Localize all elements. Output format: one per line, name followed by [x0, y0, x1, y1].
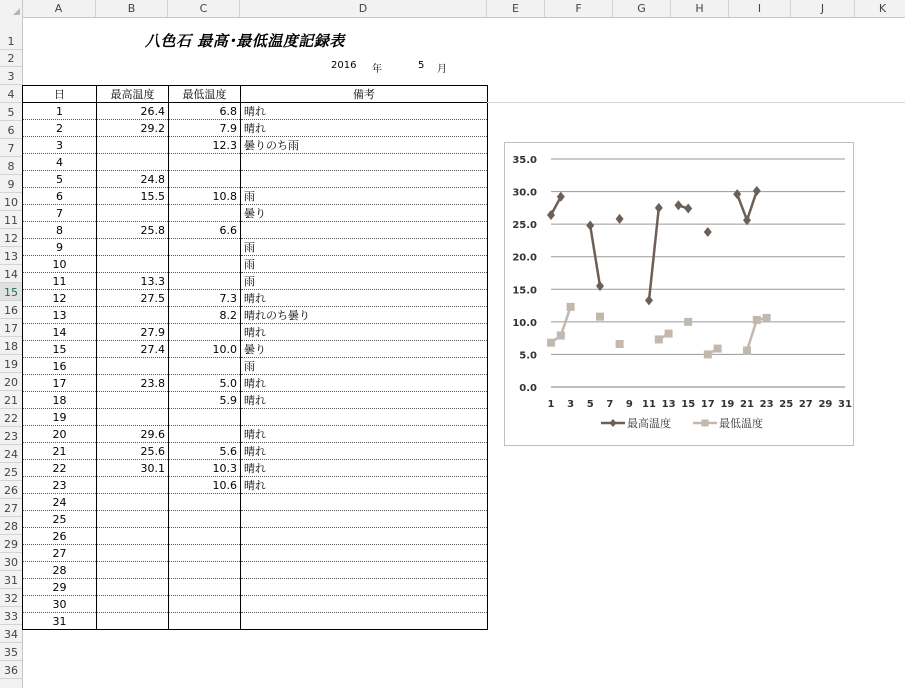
table-row [23, 477, 488, 494]
cell-max-temp[interactable]: 30.1 [97, 460, 169, 477]
cell-min-temp[interactable] [169, 273, 241, 290]
row-header-35[interactable]: 35 [0, 643, 22, 661]
row-header-13[interactable]: 13 [0, 247, 22, 265]
cell-max-temp[interactable] [97, 579, 169, 596]
row-header-22[interactable]: 22 [0, 409, 22, 427]
table-row [23, 103, 488, 120]
row-header-32[interactable]: 32 [0, 589, 22, 607]
cell-max-temp[interactable]: 27.9 [97, 324, 169, 341]
table-row [23, 511, 488, 528]
max-temp-point [645, 295, 653, 305]
cell-max-temp[interactable] [97, 494, 169, 511]
cell-max-temp[interactable] [97, 596, 169, 613]
row-header-30[interactable]: 30 [0, 553, 22, 571]
series-line-segment [590, 225, 600, 286]
table-row [23, 596, 488, 613]
select-all-corner[interactable] [0, 0, 23, 17]
table-row [23, 426, 488, 443]
cell-min-temp[interactable]: 7.9 [169, 120, 241, 137]
series-line-segment [747, 320, 757, 351]
cell-day[interactable]: 23 [23, 477, 97, 494]
x-tick-label: 11 [642, 399, 656, 410]
y-tick-label: 0.0 [519, 383, 537, 394]
x-tick-label: 7 [606, 399, 614, 410]
cell-note[interactable]: 晴れ [241, 477, 488, 494]
cell-day[interactable]: 7 [23, 205, 97, 222]
row-header-2[interactable]: 2 [0, 50, 22, 67]
row-header-11[interactable]: 11 [0, 211, 22, 229]
cell-min-temp[interactable] [169, 154, 241, 171]
table-row [23, 324, 488, 341]
cell-note[interactable] [241, 171, 488, 188]
cell-min-temp[interactable]: 12.3 [169, 137, 241, 154]
cell-min-temp[interactable] [169, 494, 241, 511]
row-header-19[interactable]: 19 [0, 355, 22, 373]
x-tick-label: 13 [661, 399, 676, 410]
cell-day[interactable]: 15 [23, 341, 97, 358]
y-tick-label: 20.0 [512, 252, 537, 264]
legend-marker-diamond [610, 419, 617, 427]
cell-min-temp[interactable] [169, 528, 241, 545]
table-row [23, 562, 488, 579]
cell-min-temp[interactable]: 5.9 [169, 392, 241, 409]
table-row [23, 137, 488, 154]
cell-note[interactable] [241, 613, 488, 630]
table-row [23, 460, 488, 477]
row-header-14[interactable]: 14 [0, 265, 22, 283]
cell-max-temp[interactable]: 15.5 [97, 188, 169, 205]
cell-day[interactable]: 25 [23, 511, 97, 528]
cell-day[interactable]: 19 [23, 409, 97, 426]
max-temp-point [753, 186, 761, 196]
cell-note[interactable] [241, 409, 488, 426]
cell-max-temp[interactable]: 25.6 [97, 443, 169, 460]
min-temp-point [596, 313, 604, 321]
cell-note[interactable]: 晴れ [241, 426, 488, 443]
series-line-segment [649, 208, 659, 301]
x-tick-label: 1 [547, 399, 555, 410]
cell-min-temp[interactable]: 5.0 [169, 375, 241, 392]
cell-note[interactable]: 曇り [241, 205, 488, 222]
table-row [23, 392, 488, 409]
cell-day[interactable]: 29 [23, 579, 97, 596]
column-header-j[interactable]: J [791, 0, 855, 17]
row-header-16[interactable]: 16 [0, 301, 22, 319]
min-temp-point [743, 347, 751, 355]
cell-note[interactable] [241, 579, 488, 596]
column-header-d[interactable]: D [240, 0, 487, 17]
cell-note[interactable]: 晴れのち曇り [241, 307, 488, 324]
table-row [23, 273, 488, 290]
cell-min-temp[interactable]: 5.6 [169, 443, 241, 460]
cell-day[interactable]: 31 [23, 613, 97, 630]
max-temp-point [684, 204, 692, 214]
row-header-15[interactable]: 15 [0, 283, 22, 301]
cell-note[interactable] [241, 528, 488, 545]
cell-min-temp[interactable]: 10.0 [169, 341, 241, 358]
cell-max-temp[interactable] [97, 392, 169, 409]
min-temp-point [665, 330, 673, 338]
header-max-temp[interactable]: 最高温度 [97, 86, 169, 103]
cell-max-temp[interactable] [97, 477, 169, 494]
cell-min-temp[interactable] [169, 596, 241, 613]
table-row [23, 188, 488, 205]
max-temp-point [733, 189, 741, 199]
cell-note[interactable]: 晴れ [241, 290, 488, 307]
table-row [23, 494, 488, 511]
max-temp-point [674, 200, 682, 210]
cell-max-temp[interactable] [97, 545, 169, 562]
max-temp-point [655, 203, 663, 213]
table-row [23, 443, 488, 460]
cell-note[interactable] [241, 562, 488, 579]
cell-max-temp[interactable] [97, 528, 169, 545]
table-row [23, 239, 488, 256]
cell-max-temp[interactable] [97, 409, 169, 426]
column-header-a[interactable]: A [22, 0, 96, 17]
x-tick-label: 25 [779, 399, 794, 410]
cell-day[interactable]: 11 [23, 273, 97, 290]
header-day[interactable]: 日 [23, 86, 97, 103]
row-divider [487, 102, 905, 103]
row-header-6[interactable]: 6 [0, 121, 22, 139]
min-temp-point [753, 316, 761, 324]
cell-min-temp[interactable] [169, 426, 241, 443]
series-line-segment [747, 191, 757, 220]
column-header-e[interactable]: E [487, 0, 545, 17]
x-tick-label: 27 [798, 399, 813, 410]
legend-label: 最高温度 [627, 417, 671, 430]
cell-min-temp[interactable]: 7.3 [169, 290, 241, 307]
cell-note[interactable]: 雨 [241, 358, 488, 375]
legend-marker-square [702, 420, 709, 427]
table-row [23, 528, 488, 545]
x-tick-label: 23 [759, 399, 774, 410]
cell-day[interactable]: 26 [23, 528, 97, 545]
cell-max-temp[interactable] [97, 562, 169, 579]
cell-max-temp[interactable]: 26.4 [97, 103, 169, 120]
cell-note[interactable]: 雨 [241, 256, 488, 273]
cell-day[interactable]: 14 [23, 324, 97, 341]
row-header-21[interactable]: 21 [0, 391, 22, 409]
cell-note[interactable]: 晴れ [241, 324, 488, 341]
column-header-bar [0, 0, 905, 18]
max-temp-point [704, 227, 712, 237]
cell-day[interactable]: 13 [23, 307, 97, 324]
cell-day[interactable]: 17 [23, 375, 97, 392]
cell-note[interactable] [241, 154, 488, 171]
series-line-segment [737, 194, 747, 220]
table-row [23, 579, 488, 596]
cell-min-temp[interactable]: 10.6 [169, 477, 241, 494]
month-label: 月 [437, 64, 447, 75]
row-header-5[interactable]: 5 [0, 103, 22, 121]
column-header-g[interactable]: G [613, 0, 671, 17]
cell-min-temp[interactable] [169, 358, 241, 375]
min-temp-point [704, 350, 712, 358]
min-temp-point [547, 339, 555, 347]
row-header-24[interactable]: 24 [0, 445, 22, 463]
row-header-17[interactable]: 17 [0, 319, 22, 337]
row-header-36[interactable]: 36 [0, 661, 22, 679]
row-header-7[interactable]: 7 [0, 139, 22, 157]
cell-day[interactable]: 3 [23, 137, 97, 154]
x-tick-label: 21 [740, 399, 754, 410]
row-header-1[interactable]: 1 [0, 17, 22, 50]
column-header-i[interactable]: I [729, 0, 791, 17]
table-row [23, 222, 488, 239]
cell-min-temp[interactable]: 10.3 [169, 460, 241, 477]
row-header-10[interactable]: 10 [0, 193, 22, 211]
cell-min-temp[interactable] [169, 205, 241, 222]
y-tick-label: 35.0 [512, 155, 537, 166]
cell-max-temp[interactable] [97, 307, 169, 324]
table-row [23, 205, 488, 222]
table-row [23, 545, 488, 562]
min-temp-point [567, 303, 575, 311]
cell-day[interactable]: 28 [23, 562, 97, 579]
cell-max-temp[interactable] [97, 511, 169, 528]
cell-day[interactable]: 9 [23, 239, 97, 256]
cell-day[interactable]: 1 [23, 103, 97, 120]
min-temp-point [763, 314, 771, 322]
table-row [23, 409, 488, 426]
cell-note[interactable] [241, 596, 488, 613]
row-header-4[interactable]: 4 [0, 85, 22, 103]
cell-note[interactable] [241, 494, 488, 511]
cell-note[interactable]: 晴れ [241, 460, 488, 477]
cell-note[interactable]: 晴れ [241, 103, 488, 120]
cell-min-temp[interactable]: 10.8 [169, 188, 241, 205]
cell-min-temp[interactable]: 6.8 [169, 103, 241, 120]
row-header-34[interactable]: 34 [0, 625, 22, 643]
cell-note[interactable] [241, 511, 488, 528]
row-header-3[interactable]: 3 [0, 67, 22, 85]
row-header-bar [0, 17, 23, 688]
table-row [23, 613, 488, 630]
cell-note[interactable] [241, 545, 488, 562]
x-tick-label: 31 [838, 399, 852, 410]
table-row [23, 256, 488, 273]
table-row [23, 358, 488, 375]
min-temp-point [655, 335, 663, 343]
temperature-log-table [22, 85, 488, 630]
cell-max-temp[interactable] [97, 256, 169, 273]
cell-note[interactable]: 雨 [241, 239, 488, 256]
cell-note[interactable]: 晴れ [241, 392, 488, 409]
cell-min-temp[interactable] [169, 324, 241, 341]
cell-note[interactable]: 晴れ [241, 443, 488, 460]
row-header-25[interactable]: 25 [0, 463, 22, 481]
cell-min-temp[interactable] [169, 409, 241, 426]
cell-day[interactable]: 21 [23, 443, 97, 460]
cell-max-temp[interactable] [97, 205, 169, 222]
year-label: 年 [372, 64, 382, 75]
min-temp-point [714, 345, 722, 353]
cell-note[interactable]: 晴れ [241, 120, 488, 137]
cell-note[interactable]: 雨 [241, 188, 488, 205]
cell-max-temp[interactable]: 27.4 [97, 341, 169, 358]
min-temp-point [557, 332, 565, 340]
cell-max-temp[interactable] [97, 239, 169, 256]
y-tick-label: 5.0 [519, 350, 537, 362]
row-header-28[interactable]: 28 [0, 517, 22, 535]
column-header-k[interactable]: K [855, 0, 905, 17]
cell-min-temp[interactable] [169, 562, 241, 579]
cell-max-temp[interactable]: 13.3 [97, 273, 169, 290]
cell-min-temp[interactable] [169, 613, 241, 630]
cell-day[interactable]: 10 [23, 256, 97, 273]
max-temp-point [616, 214, 624, 224]
chart-canvas [505, 143, 853, 445]
row-header-20[interactable]: 20 [0, 373, 22, 391]
cell-note[interactable]: 曇り [241, 341, 488, 358]
x-tick-label: 9 [625, 399, 633, 410]
cell-day[interactable]: 8 [23, 222, 97, 239]
cell-day[interactable]: 6 [23, 188, 97, 205]
column-header-h[interactable]: H [671, 0, 729, 17]
y-tick-label: 25.0 [512, 220, 537, 232]
cell-min-temp[interactable] [169, 579, 241, 596]
cell-day[interactable]: 5 [23, 171, 97, 188]
max-temp-point [586, 220, 594, 230]
x-tick-label: 3 [567, 399, 575, 410]
y-tick-label: 30.0 [512, 187, 537, 199]
year-value: 2016 [331, 60, 357, 71]
column-header-c[interactable]: C [168, 0, 240, 17]
table-row [23, 375, 488, 392]
row-header-18[interactable]: 18 [0, 337, 22, 355]
row-header-33[interactable]: 33 [0, 607, 22, 625]
temperature-chart[interactable] [504, 142, 854, 446]
table-row [23, 120, 488, 137]
cell-min-temp[interactable]: 8.2 [169, 307, 241, 324]
cell-day[interactable]: 12 [23, 290, 97, 307]
cell-day[interactable]: 30 [23, 596, 97, 613]
cell-max-temp[interactable] [97, 137, 169, 154]
row-header-26[interactable]: 26 [0, 481, 22, 499]
cell-day[interactable]: 27 [23, 545, 97, 562]
cell-max-temp[interactable]: 27.5 [97, 290, 169, 307]
sheet-title: 八色石 最高･最低温度記録表 [145, 32, 345, 50]
cell-note[interactable]: 雨 [241, 273, 488, 290]
x-tick-label: 29 [818, 399, 833, 410]
column-header-b[interactable]: B [96, 0, 168, 17]
row-header-8[interactable]: 8 [0, 157, 22, 175]
header-min-temp[interactable]: 最低温度 [169, 86, 241, 103]
cell-max-temp[interactable]: 29.6 [97, 426, 169, 443]
row-header-23[interactable]: 23 [0, 427, 22, 445]
table-row [23, 290, 488, 307]
y-tick-label: 10.0 [512, 317, 537, 329]
x-tick-label: 15 [681, 399, 696, 410]
min-temp-point [616, 340, 624, 348]
cell-day[interactable]: 18 [23, 392, 97, 409]
table-row [23, 307, 488, 324]
cell-day[interactable]: 24 [23, 494, 97, 511]
cell-min-temp[interactable] [169, 239, 241, 256]
header-notes[interactable]: 備考 [241, 86, 488, 103]
x-tick-label: 5 [586, 399, 594, 410]
cell-max-temp[interactable] [97, 358, 169, 375]
cell-min-temp[interactable] [169, 171, 241, 188]
series-line-segment [561, 307, 571, 336]
cell-min-temp[interactable] [169, 256, 241, 273]
row-header-29[interactable]: 29 [0, 535, 22, 553]
cell-max-temp[interactable]: 29.2 [97, 120, 169, 137]
cell-min-temp[interactable]: 6.6 [169, 222, 241, 239]
row-header-27[interactable]: 27 [0, 499, 22, 517]
column-header-f[interactable]: F [545, 0, 613, 17]
x-tick-label: 19 [720, 399, 735, 410]
cell-max-temp[interactable]: 24.8 [97, 171, 169, 188]
table-row [23, 341, 488, 358]
table-row [23, 171, 488, 188]
legend-label: 最低温度 [719, 417, 763, 430]
cell-max-temp[interactable]: 25.8 [97, 222, 169, 239]
cell-note[interactable]: 晴れ [241, 375, 488, 392]
row-header-9[interactable]: 9 [0, 175, 22, 193]
cell-day[interactable]: 20 [23, 426, 97, 443]
min-temp-point [684, 318, 692, 326]
cell-max-temp[interactable] [97, 613, 169, 630]
cell-max-temp[interactable]: 23.8 [97, 375, 169, 392]
row-header-12[interactable]: 12 [0, 229, 22, 247]
row-header-31[interactable]: 31 [0, 571, 22, 589]
cell-max-temp[interactable] [97, 154, 169, 171]
cell-note[interactable] [241, 222, 488, 239]
cell-note[interactable]: 曇りのち雨 [241, 137, 488, 154]
cell-min-temp[interactable] [169, 511, 241, 528]
cell-day[interactable]: 22 [23, 460, 97, 477]
cell-day[interactable]: 4 [23, 154, 97, 171]
month-value: 5 [418, 60, 425, 71]
table-row [23, 154, 488, 171]
cell-day[interactable]: 16 [23, 358, 97, 375]
cell-day[interactable]: 2 [23, 120, 97, 137]
cell-min-temp[interactable] [169, 545, 241, 562]
y-tick-label: 15.0 [512, 285, 537, 297]
x-tick-label: 17 [700, 399, 715, 410]
